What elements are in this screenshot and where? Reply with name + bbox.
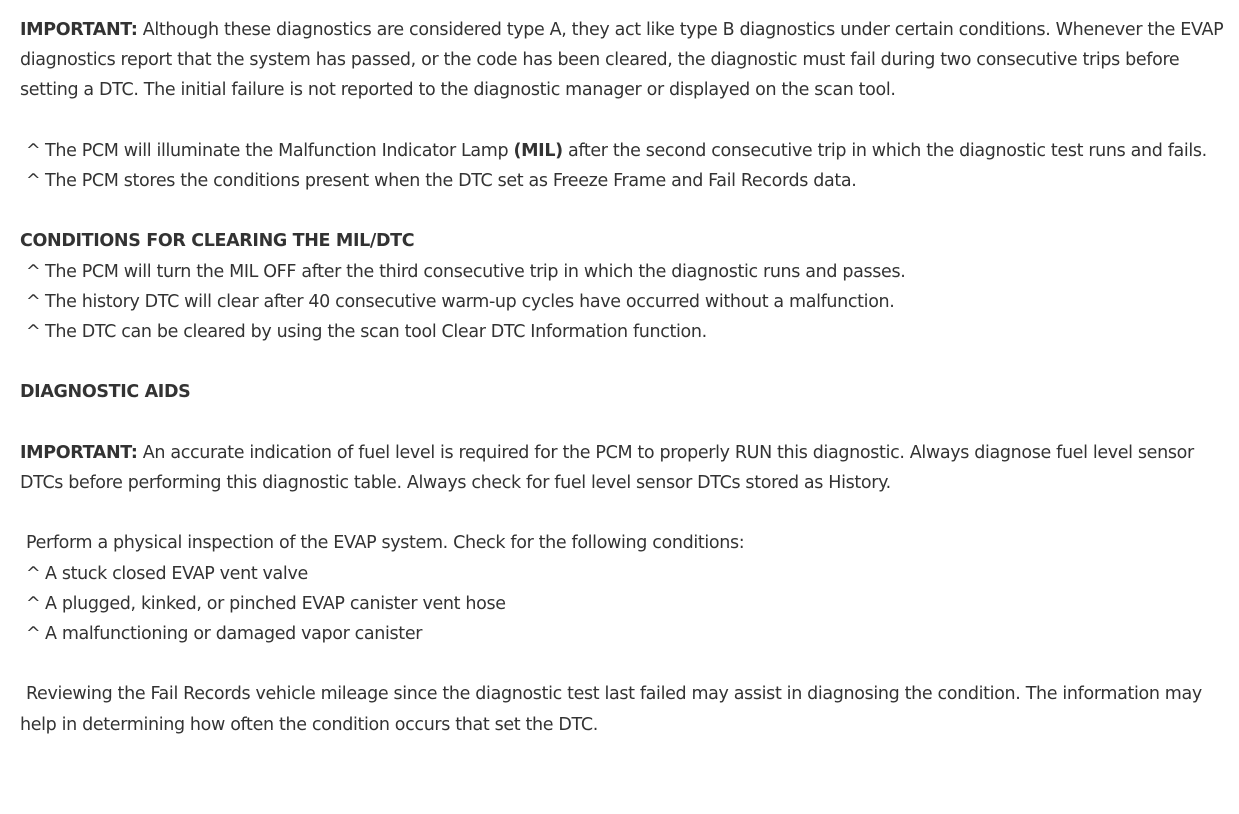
caret-bullet-icon: ^	[26, 291, 41, 312]
spacer	[20, 649, 1229, 679]
caret-bullet-icon: ^	[26, 593, 41, 614]
spacer	[20, 106, 1229, 136]
mil-abbreviation: (MIL)	[513, 140, 563, 161]
spacer	[20, 347, 1229, 377]
important-text: Although these diagnostics are considered type A, they act like type B diagnostics under certain conditions. Whenever the EVAP diagnostics report that the system has passed, or the code has been cleared, the diagnostic must fail during two consecutive trips before setting a DTC. The initial failure is not reported to the diagnostic manager or displayed on the scan tool.	[20, 20, 1224, 101]
list-item	[20, 257, 1229, 287]
caret-bullet-icon: ^	[26, 322, 41, 342]
list-item	[20, 559, 1229, 589]
list-item	[20, 287, 1229, 317]
list-item-text: The PCM stores the conditions present when the DTC set as Freeze Frame and Fail Records data.	[45, 171, 857, 191]
list-item-text: A malfunctioning or damaged vapor canister	[45, 623, 423, 644]
list-item-text: after the second consecutive trip in which the diagnostic test runs and fails.	[562, 140, 1207, 161]
list-item	[20, 589, 1229, 619]
caret-bullet-icon: ^	[26, 563, 41, 584]
caret-bullet-icon: ^	[26, 623, 41, 644]
review-paragraph	[20, 679, 1229, 739]
review-text: Reviewing the Fail Records vehicle mileage since the diagnostic test last failed may assist in diagnosing the condition. The information may help in determining how often the condition occurs that set the DTC.	[20, 684, 1202, 735]
important-text: An accurate indication of fuel level is required for the PCM to properly RUN this diagnostic. Always diagnose fuel level sensor DTCs before performing this diagnostic table. Always check for fuel level sensor DTCs stored as History.	[20, 442, 1194, 493]
list-item-text: The DTC can be cleared by using the scan tool Clear DTC Information function.	[45, 322, 707, 342]
caret-bullet-icon: ^	[26, 140, 41, 161]
list-item-text: The history DTC will clear after 40 consecutive warm-up cycles have occurred without a malfunction.	[45, 291, 895, 312]
inspection-intro: Perform a physical inspection of the EVAP system. Check for the following conditions:	[26, 533, 745, 554]
important-note-2	[20, 438, 1229, 498]
list-item	[20, 136, 1229, 166]
section-heading-clearing: CONDITIONS FOR CLEARING THE MIL/DTC	[20, 231, 415, 252]
list-item	[20, 619, 1229, 649]
spacer	[20, 196, 1229, 226]
caret-bullet-icon: ^	[26, 261, 41, 282]
list-item-text: The PCM will turn the MIL OFF after the third consecutive trip in which the diagnostic runs and passes.	[45, 261, 906, 282]
important-note-1	[20, 15, 1229, 106]
section-heading-diagnostic-aids: DIAGNOSTIC AIDS	[20, 382, 191, 403]
important-label: IMPORTANT:	[20, 20, 138, 40]
list-item-text: A plugged, kinked, or pinched EVAP canister vent hose	[45, 593, 506, 614]
list-item	[20, 166, 1229, 196]
list-item	[20, 317, 1229, 347]
list-item-text: The PCM will illuminate the Malfunction Indicator Lamp	[45, 140, 514, 161]
list-item-text: A stuck closed EVAP vent valve	[45, 563, 308, 584]
important-label: IMPORTANT:	[20, 442, 138, 463]
spacer	[20, 408, 1229, 438]
caret-bullet-icon: ^	[26, 171, 41, 191]
spacer	[20, 498, 1229, 528]
